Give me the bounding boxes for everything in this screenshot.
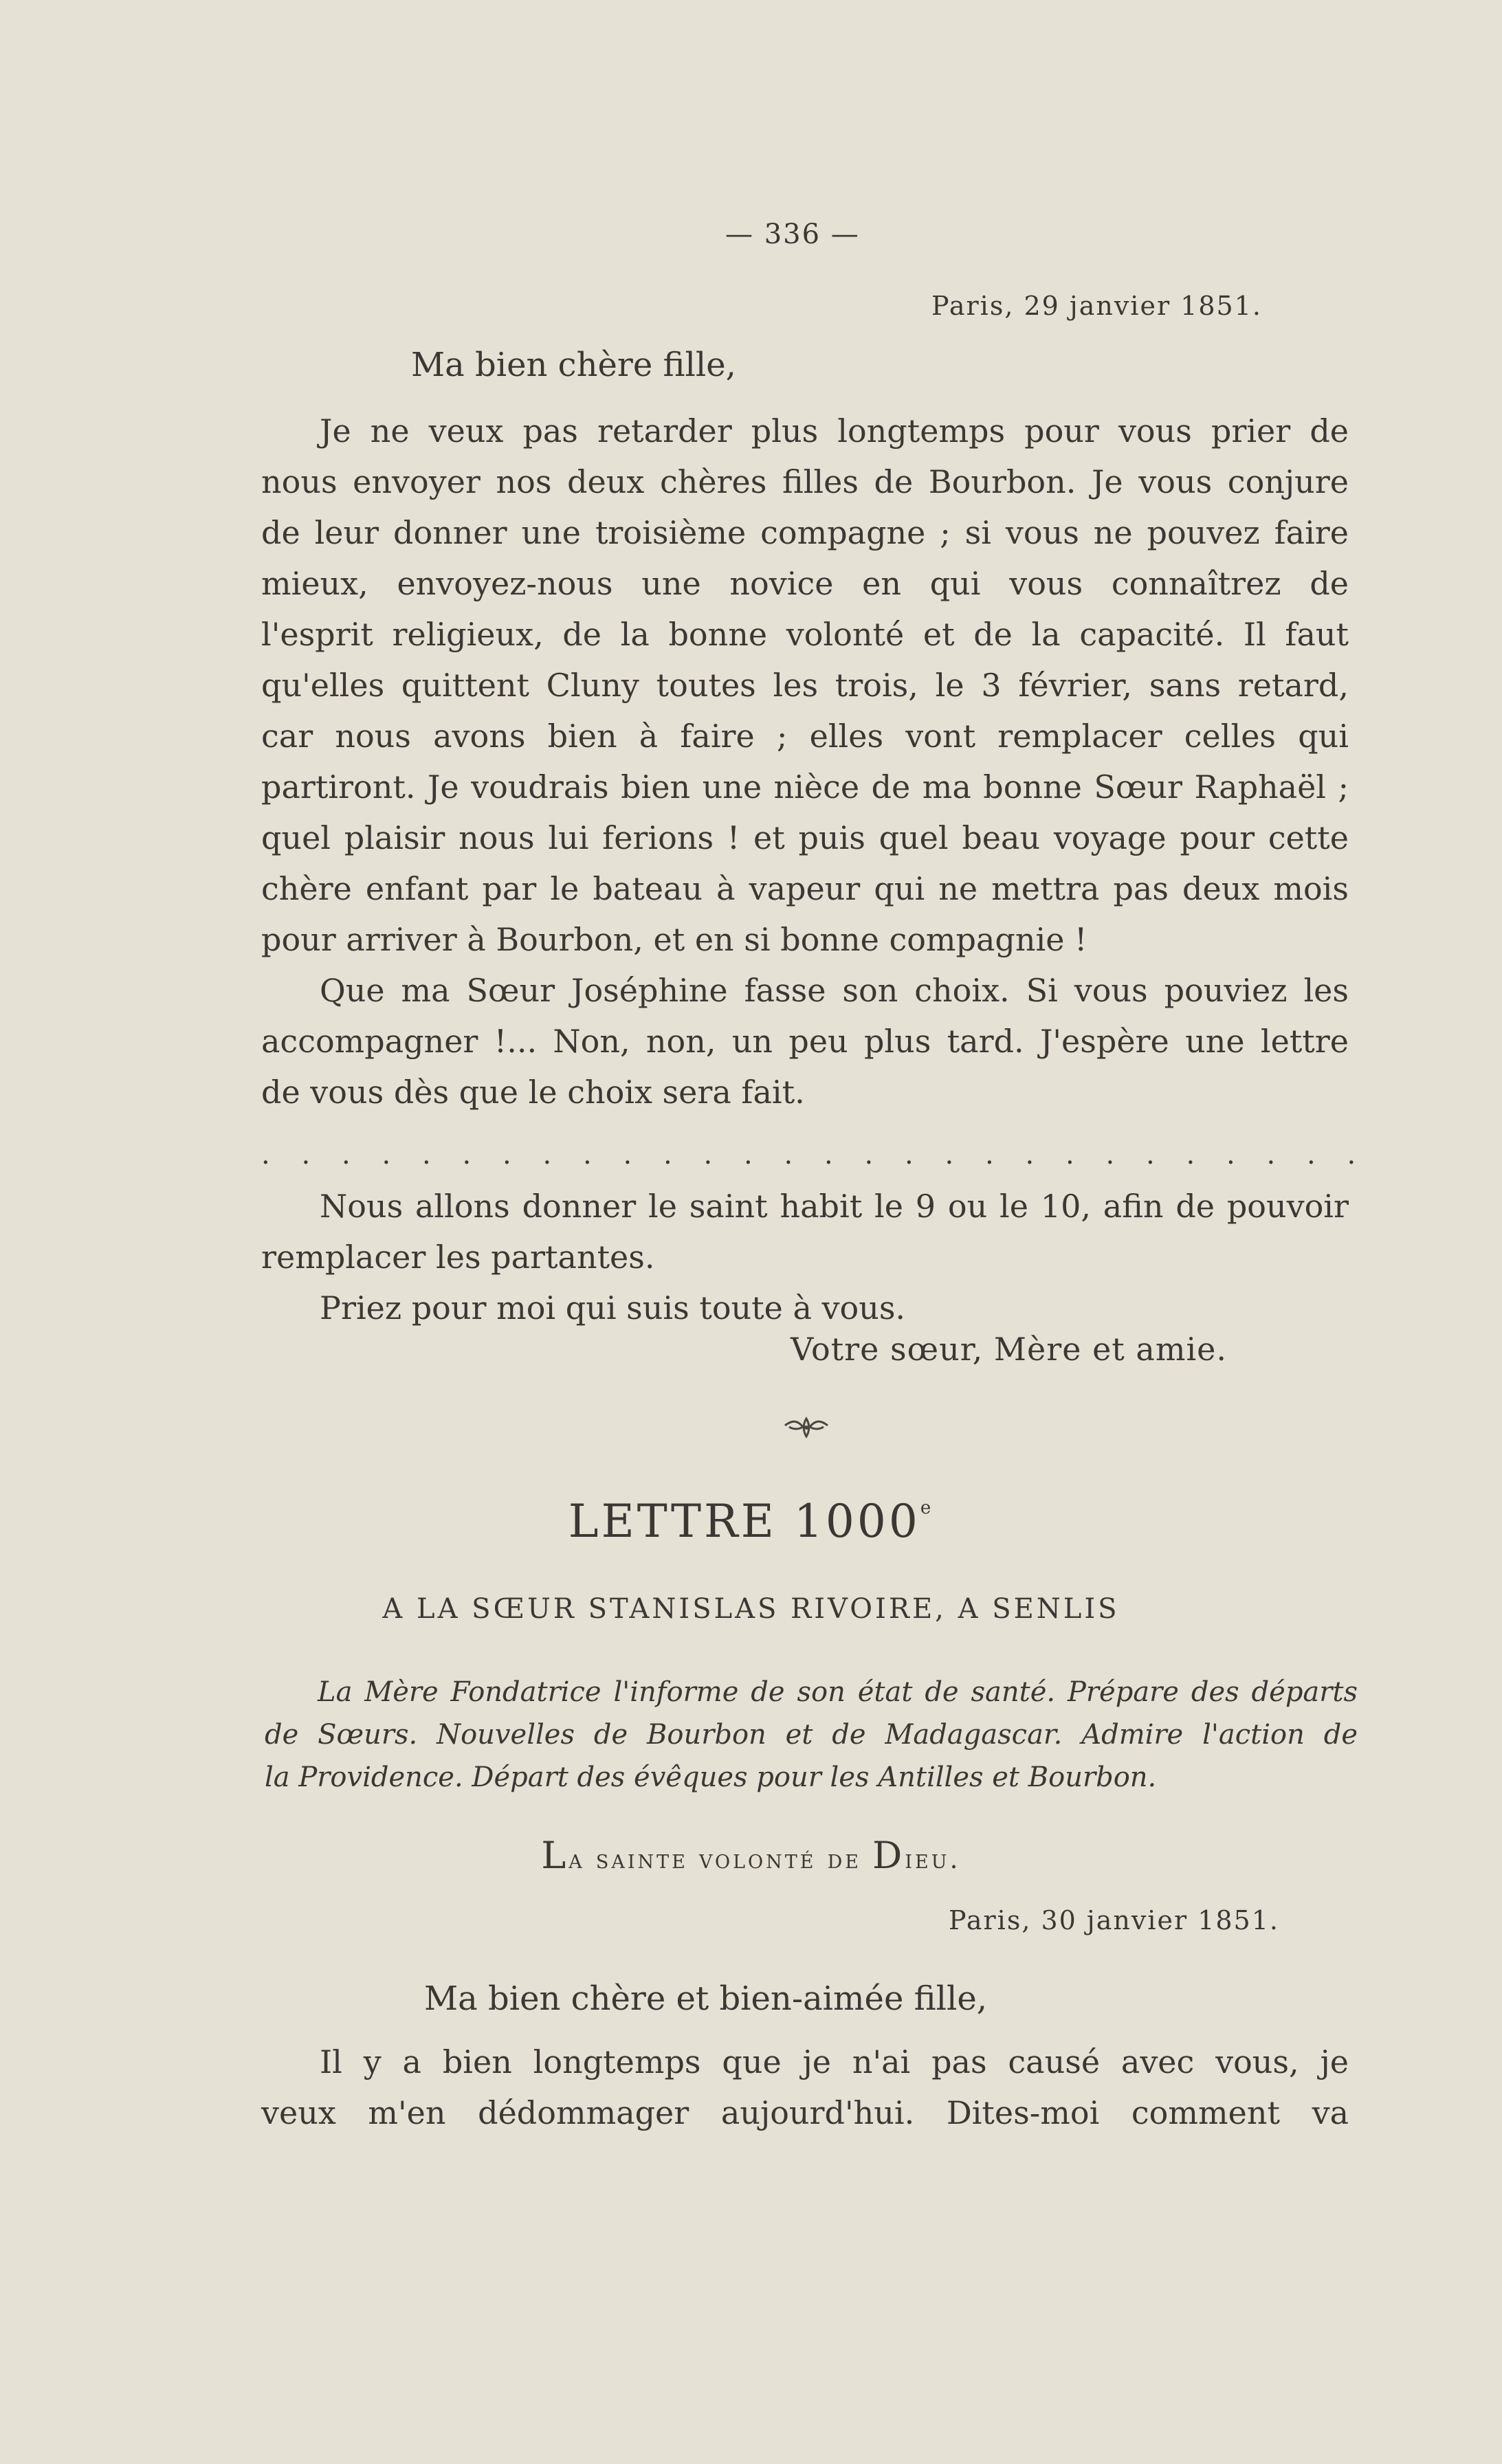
text-line: car nous avons bien à faire ; elles vont remplacer celles qui	[261, 718, 1349, 755]
motto	[0, 1834, 1502, 1877]
summary-line: La Mère Fondatrice l'informe de son état de santé. Prépare des départs	[318, 1676, 1358, 1708]
text-line: Que ma Sœur Joséphine fasse son choix. Si vous pouviez les	[320, 972, 1349, 1009]
motto-initial: L	[541, 1834, 569, 1877]
text-line: accompagner !... Non, non, un peu plus tard. J'espère une lettre	[261, 1023, 1349, 1060]
salutation: Ma bien chère et bien-aimée fille,	[424, 1979, 987, 2018]
text-line: qu'elles quittent Cluny toutes les trois, le 3 février, sans retard,	[261, 667, 1349, 704]
text-line: mieux, envoyez-nous une novice en qui vous connaîtrez de	[261, 565, 1349, 602]
motto-text: a sainte volonté de	[568, 1844, 861, 1874]
text-line: veux m'en dédommager aujourd'hui. Dites-moi comment va	[261, 2094, 1349, 2131]
text-line: de vous dès que le choix sera fait.	[261, 1074, 805, 1111]
text-line: pour arriver à Bourbon, et en si bonne compagnie !	[261, 921, 1087, 958]
text-line: partiront. Je voudrais bien une nièce de ma bonne Sœur Raphaël ;	[261, 768, 1349, 806]
paragraph: Priez pour moi qui suis toute à vous.	[320, 1289, 906, 1327]
page-number: — 336 —	[725, 219, 860, 250]
letter-date: Paris, 30 janvier 1851.	[949, 1905, 1279, 1935]
letter-date: Paris, 29 janvier 1851.	[931, 291, 1262, 321]
text-line: Je ne veux pas retarder plus longtemps pour vous prier de	[320, 412, 1349, 449]
motto-initial: D	[872, 1834, 905, 1877]
text-line: quel plaisir nous lui ferions ! et puis quel beau voyage pour cette	[261, 819, 1349, 856]
closing-signature: Votre sœur, Mère et amie.	[791, 1331, 1227, 1368]
ellipsis-separator: . . . . . . . . . . . . . . . . . . . . . . . . . . . .	[261, 1139, 1356, 1170]
letter-recipient: A LA SŒUR STANISLAS RIVOIRE, A SENLIS	[382, 1593, 1120, 1625]
text-line: Nous allons donner le saint habit le 9 ou le 10, afin de pouvoir	[320, 1188, 1349, 1225]
text-line: chère enfant par le bateau à vapeur qui ne mettra pas deux mois	[261, 870, 1349, 907]
text-line: de leur donner une troisième compagne ; si vous ne pouvez faire	[261, 514, 1349, 551]
text-line: Il y a bien longtemps que je n'ai pas causé avec vous, je	[320, 2043, 1349, 2080]
text-line: l'esprit religieux, de la bonne volonté et de la capacité. Il faut	[261, 616, 1349, 653]
summary-line: la Providence. Départ des évêques pour les Antilles et Bourbon.	[265, 1762, 1157, 1793]
salutation: Ma bien chère fille,	[411, 346, 736, 384]
motto-text: ieu.	[905, 1844, 961, 1874]
letter-title-ordinal: e	[920, 1498, 934, 1518]
letter-title-text: LETTRE 1000	[568, 1495, 920, 1548]
summary-line: de Sœurs. Nouvelles de Bourbon et de Madagascar. Admire l'action de	[265, 1719, 1358, 1751]
fleuron-ornament-icon	[782, 1416, 830, 1442]
text-line: nous envoyer nos deux chères filles de Bourbon. Je vous conjure	[261, 463, 1349, 500]
text-line: remplacer les partantes.	[261, 1239, 655, 1276]
letter-title	[0, 1495, 1502, 1548]
